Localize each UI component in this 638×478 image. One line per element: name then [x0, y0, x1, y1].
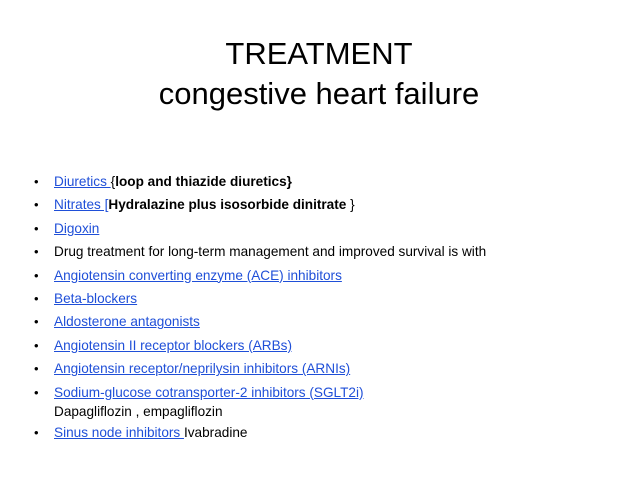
bullet-dot: • — [34, 197, 39, 213]
title-line-2: congestive heart failure — [158, 76, 480, 111]
bullet-dot: • — [34, 425, 39, 441]
bullet-beta-blockers — [34, 287, 624, 310]
bullet-arbs — [34, 334, 624, 357]
bullet-text: { — [110, 174, 116, 189]
link-digoxin[interactable]: Digoxin — [54, 220, 100, 236]
bullet-dot: • — [34, 337, 39, 353]
link-aldosterone-antagonists[interactable]: Aldosterone antagonists — [54, 314, 200, 330]
bullet-aldosterone-antagonists — [34, 310, 624, 333]
bullet-diuretics — [34, 170, 624, 193]
bullet-dot: • — [34, 174, 39, 189]
bullet-sinus-node-inhibitors — [34, 421, 624, 444]
link-ace-inhibitors[interactable]: Angiotensin converting enzyme (ACE) inhibitors — [54, 267, 342, 283]
bullet-bold-text: loop and thiazide diuretics} — [115, 174, 292, 189]
bullet-dot: • — [34, 314, 39, 330]
title-line-1: TREATMENT — [225, 36, 413, 71]
bullet-dot: • — [34, 384, 39, 400]
bullet-dot: • — [34, 267, 39, 283]
link-beta-blockers[interactable]: Beta-blockers — [54, 291, 138, 307]
link-arbs[interactable]: Angiotensin II receptor blockers (ARBs) — [54, 337, 292, 353]
bullet-sglt2i — [34, 381, 624, 421]
link-diuretics[interactable]: Diuretics — [54, 174, 111, 189]
bullet-digoxin — [34, 217, 624, 240]
link-nitrates[interactable]: Nitrates [ — [54, 197, 109, 213]
link-sinus-node-inhibitors[interactable]: Sinus node inhibitors — [54, 425, 184, 441]
bullet-ace-inhibitors — [34, 264, 624, 287]
bullet-nitrates — [34, 193, 624, 216]
bullet-dot: • — [34, 361, 39, 377]
bullet-bold-text: Hydralazine plus isosorbide dinitrate — [108, 197, 347, 213]
bullet-drug-treatment — [34, 240, 624, 263]
bullet-text: } — [346, 197, 355, 213]
slide-title — [0, 34, 638, 114]
bullet-dot: • — [34, 244, 39, 260]
bullet-dot: • — [34, 220, 39, 236]
bullet-dot: • — [34, 291, 39, 307]
bullet-list — [34, 170, 624, 444]
link-arnis[interactable]: Angiotensin receptor/neprilysin inhibitors (ARNIs) — [54, 361, 351, 377]
bullet-text: Drug treatment for long-term management and improved survival is with — [54, 244, 487, 260]
bullet-subtext: Dapagliflozin , empagliflozin — [54, 404, 223, 420]
bullet-text: Ivabradine — [183, 425, 248, 441]
link-sglt2i[interactable]: Sodium-glucose cotransporter-2 inhibitors (SGLT2i) — [54, 384, 364, 400]
bullet-arnis — [34, 357, 624, 380]
